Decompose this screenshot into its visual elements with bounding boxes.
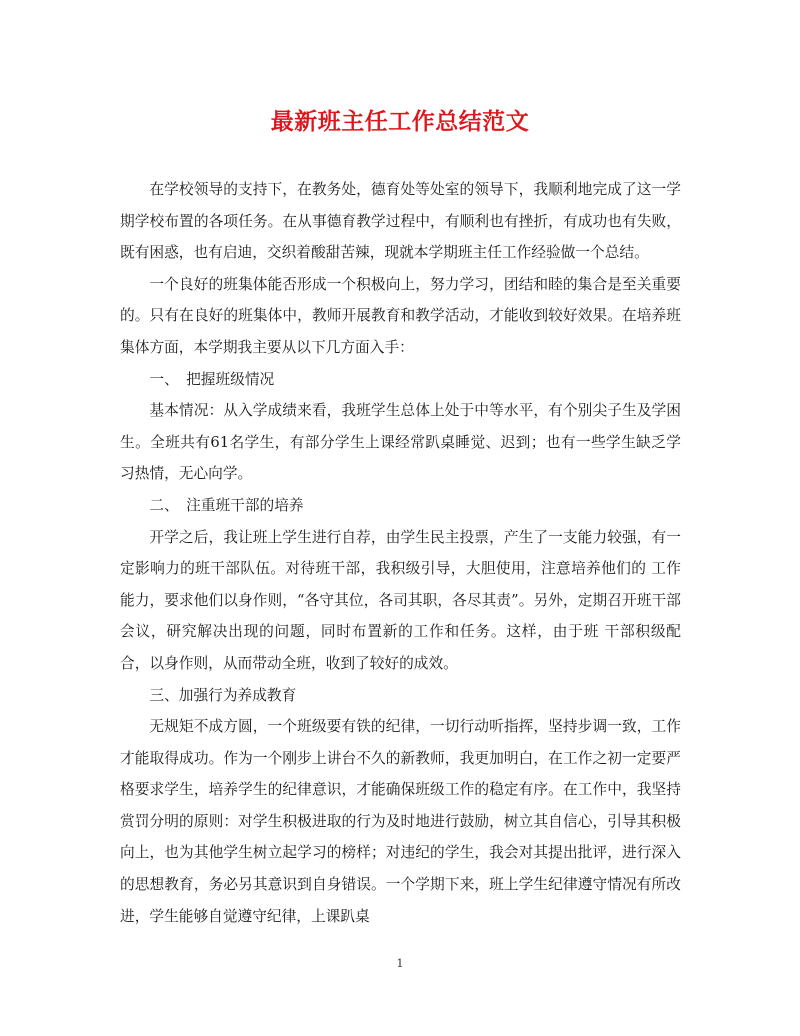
document-title: 最新班主任工作总结范文 [270, 108, 530, 135]
page-number: 1 [396, 957, 404, 970]
section-heading-1: 一、 把握班级情况 [149, 370, 275, 388]
section-heading-3: 三、加强行为养成教育 [149, 686, 297, 704]
paragraph-behavior-education: 无规矩不成方圆，一个班级要有铁的纪律，一切行动听指挥，坚持步调一致，工作才能取得成功。作为一个刚步上讲台不久的新教师，我更加明白，在工作之初一定要严格要求学生，培养学生的纪律意识，才能确保班级工作的稳定有序。在工作中，我坚持赏罚分明的原则：对学生积极进取的行为及时地进行鼓励，树立其自信心，引导其积极向上，也为其他学生树立起学习的榜样；对违纪的学生，我会对其提出批评，进行深入的思想教育，务必另其意识到自身错误。一个学期下来，班上学生纪律遵守情况有所改进，学生能够自觉遵守纪律，上课趴桌 [120, 718, 681, 925]
paragraph-class-cadres: 开学之后，我让班上学生进行自荐，由学生民主投票，产生了一支能力较强，有一定影响力的班干部队伍。对待班干部，我积级引导，大胆使用，注意培养他们的 工作能力，要求他们以身作则，“各守其位，各司其职，各尽其责”。另外，定期召开班干部会议，研究解决出现的问题，同时布置新的工作和任务。这样，由于班 干部积级配合，以身作则，从而带动全班，收到了较好的成效。 [120, 528, 681, 672]
paragraph-basic-situation: 基本情况：从入学成绩来看，我班学生总体上处于中等水平，有个别尖子生及学困生。全班共有61名学生，有部分学生上课经常趴桌睡觉、迟到；也有一些学生缺乏学习热情，无心向学。 [120, 402, 681, 483]
document-body [120, 174, 681, 932]
paragraph-class-collective: 一个良好的班集体能否形成一个积极向上，努力学习，团结和睦的集合是至关重要的。只有在良好的班集体中，教师开展教育和教学活动，才能收到较好效果。在培养班集体方面，本学期我主要从以下几方面入手： [120, 275, 681, 356]
paragraph-intro: 在学校领导的支持下，在教务处，德育处等处室的领导下，我顺利地完成了这一学期学校布置的各项任务。在从事德育教学过程中，有顺利也有挫折，有成功也有失败，既有困惑，也有启迪，交织着酸甜苦辣，现就本学期班主任工作经验做一个总结。 [120, 181, 681, 262]
section-heading-2: 二、 注重班干部的培养 [149, 496, 304, 514]
